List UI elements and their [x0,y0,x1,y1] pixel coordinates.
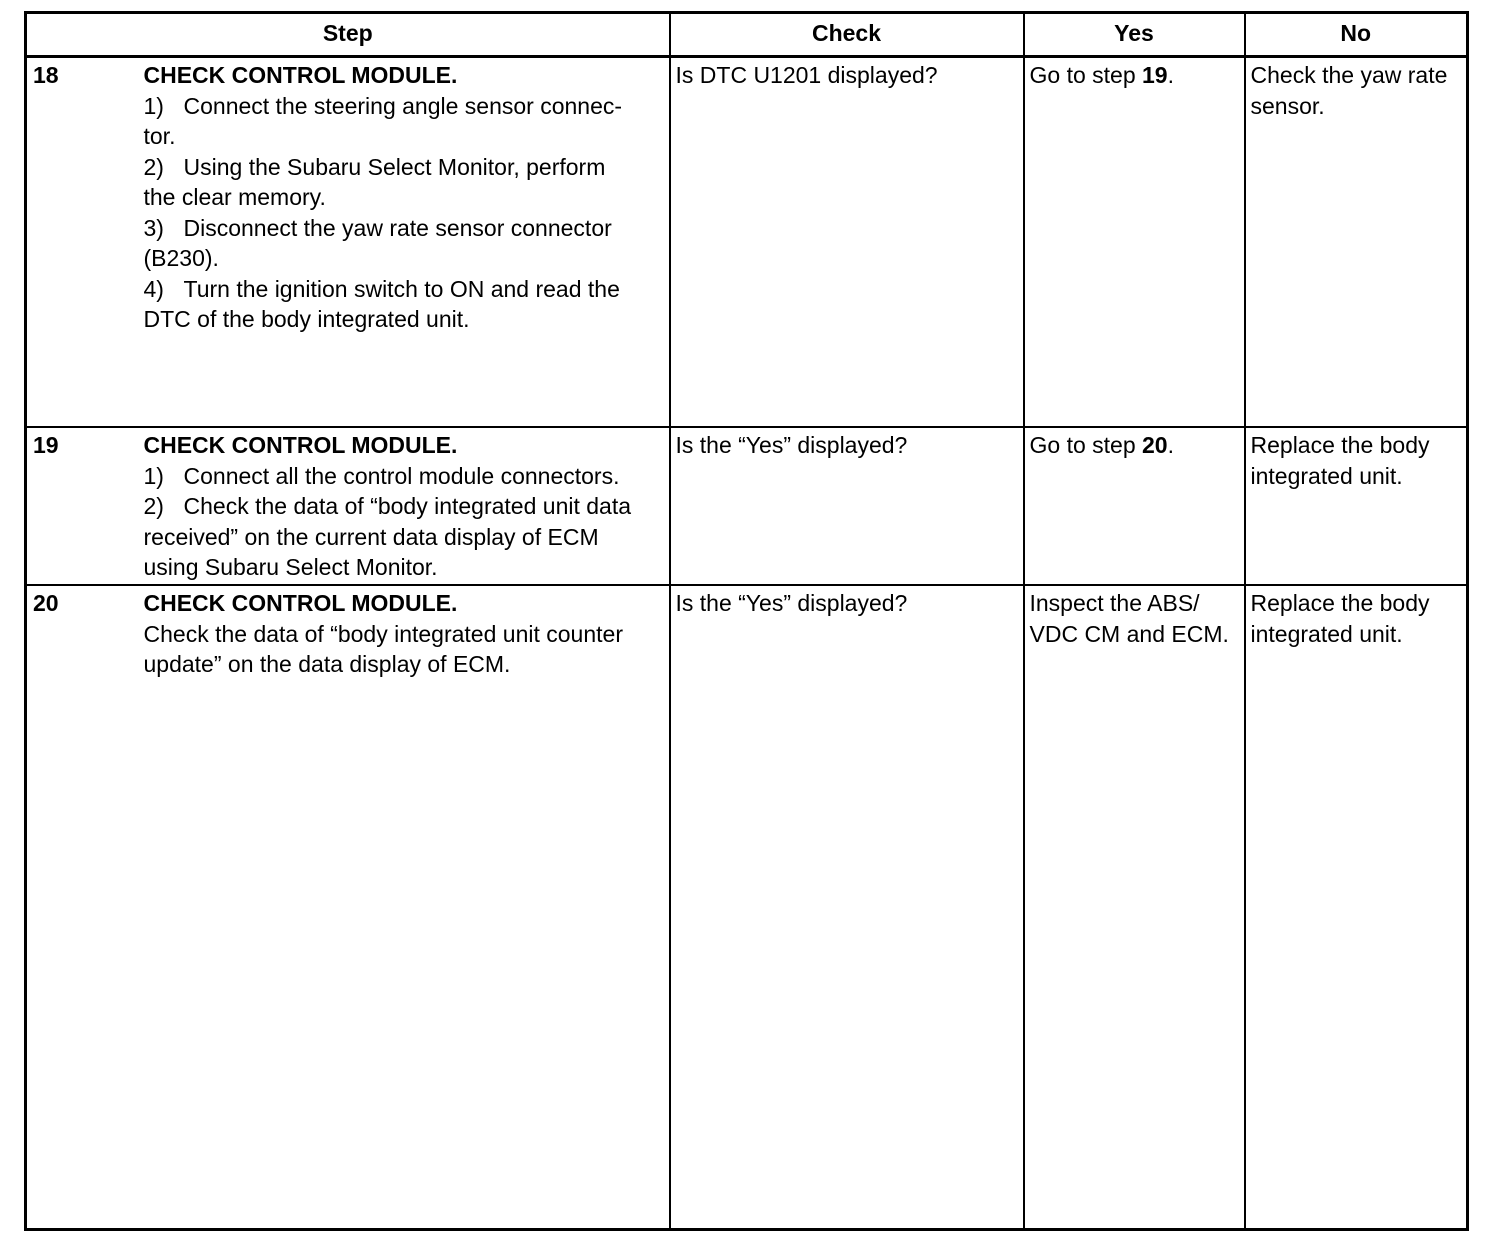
step-line: received” on the current data display of ECM [143,523,599,550]
yes-step-ref: 20 [1142,432,1168,458]
step-title: CHECK CONTROL MODULE. [143,590,458,616]
table-row [26,57,1468,428]
header-yes: Yes [1024,13,1245,57]
diagnostic-table [24,11,1469,1231]
step-line: 2) Check the data of “body integrated unit data [143,493,632,519]
no-cell: Replace the body integrated unit. [1245,585,1468,1230]
header-step: Step [26,13,670,57]
step-line: 3) Disconnect the yaw rate sensor connector [143,214,612,241]
step-line: Check the data of “body integrated unit counter [143,620,623,647]
step-line: DTC of the body integrated unit. [143,306,470,332]
step-line: 2) Using the Subaru Select Monitor, perform [143,153,606,180]
header-no: No [1245,13,1468,57]
check-cell: Is the “Yes” displayed? [670,585,1024,1230]
table-row [26,427,1468,585]
step-line: 1) Connect all the control module connectors. [143,462,620,489]
step-line: using Subaru Select Monitor. [143,554,438,580]
header-check: Check [670,13,1024,57]
yes-step-ref: 19 [1142,62,1168,88]
no-cell: Replace the body integrated unit. [1245,427,1468,585]
step-title: CHECK CONTROL MODULE. [143,432,458,458]
step-number: 18 [26,57,144,428]
step-description [144,57,670,428]
step-number: 20 [26,585,144,1230]
table-row [26,585,1468,1230]
yes-cell: Go to step 19. [1024,57,1245,428]
step-line: tor. [143,123,176,149]
step-title: CHECK CONTROL MODULE. [143,62,458,88]
step-line: the clear memory. [143,184,326,210]
header-row [26,13,1468,57]
step-line: 1) Connect the steering angle sensor connec- [143,92,623,119]
step-line: 4) Turn the ignition switch to ON and read the [143,275,620,302]
no-cell: Check the yaw rate sensor. [1245,57,1468,428]
step-line: (B230). [143,245,219,271]
yes-cell: Go to step 20. [1024,427,1245,585]
step-number: 19 [26,427,144,585]
step-description [144,585,670,1230]
yes-cell: Inspect the ABS/ VDC CM and ECM. [1024,585,1245,1230]
check-cell: Is the “Yes” displayed? [670,427,1024,585]
step-line: update” on the data display of ECM. [143,651,511,677]
step-description [144,427,670,585]
check-cell: Is DTC U1201 displayed? [670,57,1024,428]
